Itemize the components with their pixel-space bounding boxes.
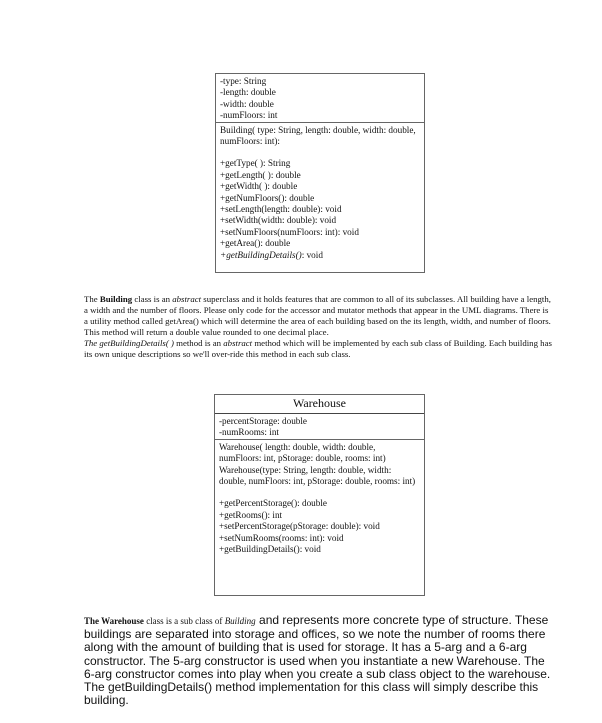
method: +getLength( ): double (220, 169, 301, 180)
attribute: -type: String (220, 76, 267, 86)
constructor: Warehouse( length: double, width: double, numFloors: int, pStorage: double, rooms: int) (219, 441, 386, 464)
warehouse-title: Warehouse (215, 395, 424, 414)
method: +setWidth(width: double): void (220, 215, 337, 226)
method: +setNumRooms(rooms: int): void (219, 532, 344, 543)
building-operations (216, 122, 424, 261)
text: class is a sub class of (143, 616, 225, 626)
attribute: -numRooms: int (219, 427, 279, 438)
emphasis: Building (224, 616, 256, 626)
warehouse-paragraph (84, 613, 550, 681)
text: The (84, 294, 100, 304)
text: class is an (132, 294, 173, 304)
class-name: Building (99, 294, 133, 304)
warehouse-attributes (215, 414, 424, 439)
text: The getBuildingDetails() method implementation for this class will simply describe this building. (84, 680, 539, 708)
text: method is an (173, 337, 224, 348)
method: +getWidth( ): double (220, 181, 298, 192)
attribute: -percentStorage: double (219, 416, 308, 426)
constructor: Building( type: String, length: double, width: double, numFloors: int): (220, 124, 416, 147)
method: +getArea(): double (220, 238, 291, 249)
method: +getType( ): String (220, 158, 291, 169)
method: +getBuildingDetails(): void (219, 544, 321, 555)
building-description (84, 294, 554, 359)
text: and represents more concrete type of structure. These buildings are separated into storage and offices, so we note the number of rooms there along with the amount of building that is used for storage. It has a 5-arg and a 6-arg constructor. The 5-arg constructor is used when you instantiate a new Warehouse. The 6-arg constructor comes into play when you create a sub class object to the warehouse. (84, 613, 551, 681)
constructor: Warehouse(type: String, length: double, width: double, numFloors: int, pStorage: double, rooms: int) (219, 464, 416, 487)
method: +setLength(length: double): void (220, 204, 342, 215)
attribute: -numFloors: int (220, 110, 278, 121)
emphasis: The getBuildingDetails( ) (84, 337, 174, 348)
text: superclass and it holds features that are common to all of its subclasses. All building have a length, a width and the number of floors. Please only code for the accessor and mutator methods that appear in the UML diagrams. There is a utility method called getArea() which will determine the area of each building based on the its length, width, and number of floors. This method will return a double value rounded to one decimal place. (84, 294, 551, 337)
method: +setNumFloors(numFloors: int): void (220, 226, 359, 237)
method: +getPercentStorage(): double (219, 498, 327, 509)
method: +setPercentStorage(pStorage: double): void (219, 521, 380, 532)
abstract-method (220, 250, 420, 261)
emphasis: abstract (172, 294, 202, 304)
method: +getRooms(): int (219, 509, 283, 520)
attribute: -width: double (220, 98, 274, 109)
warehouse-description (84, 614, 554, 707)
emphasis: abstract (223, 337, 253, 348)
class-name: The Warehouse (84, 616, 144, 626)
building-attributes (216, 74, 424, 122)
building-uml-box (215, 73, 425, 273)
warehouse-uml-box (214, 394, 425, 596)
text: method which will be implemented by each sub class of Building. Each building has its own unique descriptions so we'll over-ride this method in each sub class. (84, 337, 552, 359)
method: +getNumFloors(): double (220, 192, 315, 203)
attribute: -length: double (220, 87, 276, 98)
abstract-method-return: : void (301, 249, 323, 260)
abstract-method-name: +getBuildingDetails() (220, 249, 302, 260)
warehouse-operations (215, 439, 424, 556)
